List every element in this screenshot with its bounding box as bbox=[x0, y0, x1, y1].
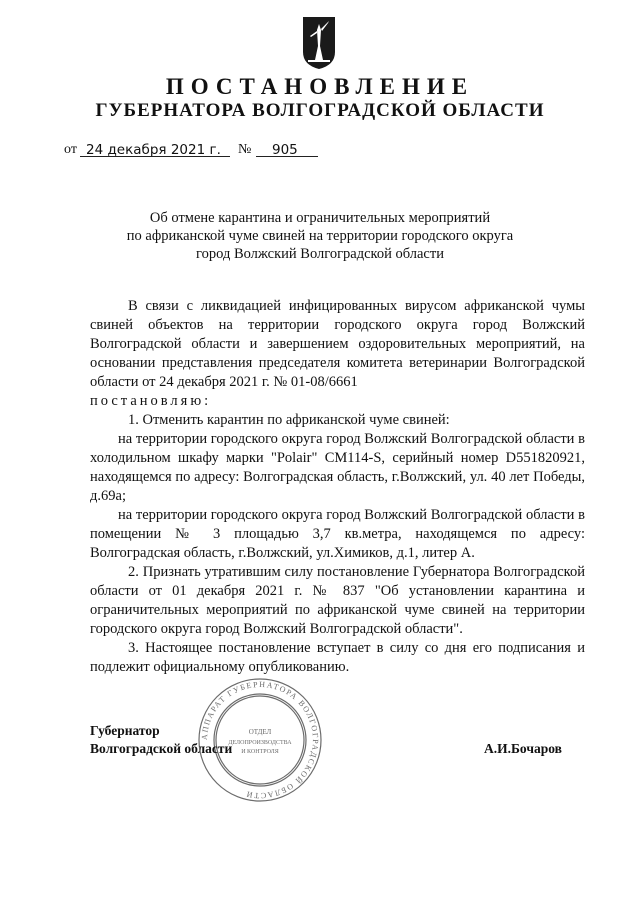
document-heading bbox=[0, 209, 640, 263]
signatory-position bbox=[90, 722, 232, 758]
date-prefix: от bbox=[64, 142, 77, 157]
heading-line: по африканской чуме свиней на территории городского округа bbox=[126, 228, 514, 244]
decree-word: постановляю: bbox=[90, 393, 212, 409]
intro-paragraph: В связи с ликвидацией инфицированных вирусом африканской чумы свиней объектов на территории городского округа город Волжский Волгоградской области и завершением оздоровительных мероприятий, на основании представления председателя комитета ветеринарии Волгоградской области от 24 декабря 2021 г. № 01-08/6661 bbox=[90, 298, 585, 390]
date-underline bbox=[80, 156, 230, 157]
item-1-b: на территории городского округа город Волжский Волгоградской области в помещении № 3 площадью 3,7 кв.метра, находящемся по адресу: Волгоградская область, г.Волжский, ул.Химиков, д.1, литер А. bbox=[90, 507, 585, 561]
document-date: 24 декабря 2021 г. bbox=[86, 142, 221, 158]
position-line: Губернатор bbox=[90, 723, 160, 738]
number-prefix: № bbox=[238, 142, 252, 157]
stamp-inner-text: ОТДЕЛ bbox=[248, 728, 272, 736]
item-2: 2. Признать утратившим силу постановление Губернатора Волгоградской области от 01 декабря 2021 г. № 837 "Об установлении карантина и ограничительных мероприятий по африканской чуме свиней на территории городского округа город Волжский Волгоградской области". bbox=[90, 564, 585, 637]
stamp-outer-text: АППАРАТ ГУБЕРНАТОРА ВОЛГОГРАДСКОЙ ОБЛАСТИ bbox=[199, 679, 321, 801]
signatory-name: А.И.Бочаров bbox=[484, 741, 562, 756]
document-number: 905 bbox=[272, 142, 298, 158]
document-subtitle: ГУБЕРНАТОРА ВОЛГОГРАДСКОЙ ОБЛАСТИ bbox=[95, 100, 545, 121]
document-title: ПОСТАНОВЛЕНИЕ bbox=[165, 74, 475, 99]
number-underline bbox=[256, 156, 318, 157]
document-body bbox=[90, 297, 585, 677]
stamp-inner-text: ДЕЛОПРОИЗВОДСТВА bbox=[228, 740, 292, 746]
coat-of-arms-icon bbox=[302, 16, 336, 70]
heading-line: город Волжский Волгоградской области bbox=[196, 246, 444, 262]
item-3: 3. Настоящее постановление вступает в силу со дня его подписания и подлежит официальному опубликованию. bbox=[90, 640, 585, 675]
stamp-inner-text: И КОНТРОЛЯ bbox=[241, 749, 279, 755]
heading-line: Об отмене карантина и ограничительных мероприятий bbox=[149, 210, 491, 226]
position-line: Волгоградской области bbox=[90, 741, 233, 756]
item-1-a: на территории городского округа город Волжский Волгоградской области в холодильном шкафу марки "Polair" CM114-S, серийный номер D551820921, находящемся по адресу: Волгоградская область, г.Волжский, ул. 40 лет Победы, д.69а; bbox=[90, 431, 585, 504]
item-1: 1. Отменить карантин по африканской чуме свиней: bbox=[128, 412, 450, 428]
